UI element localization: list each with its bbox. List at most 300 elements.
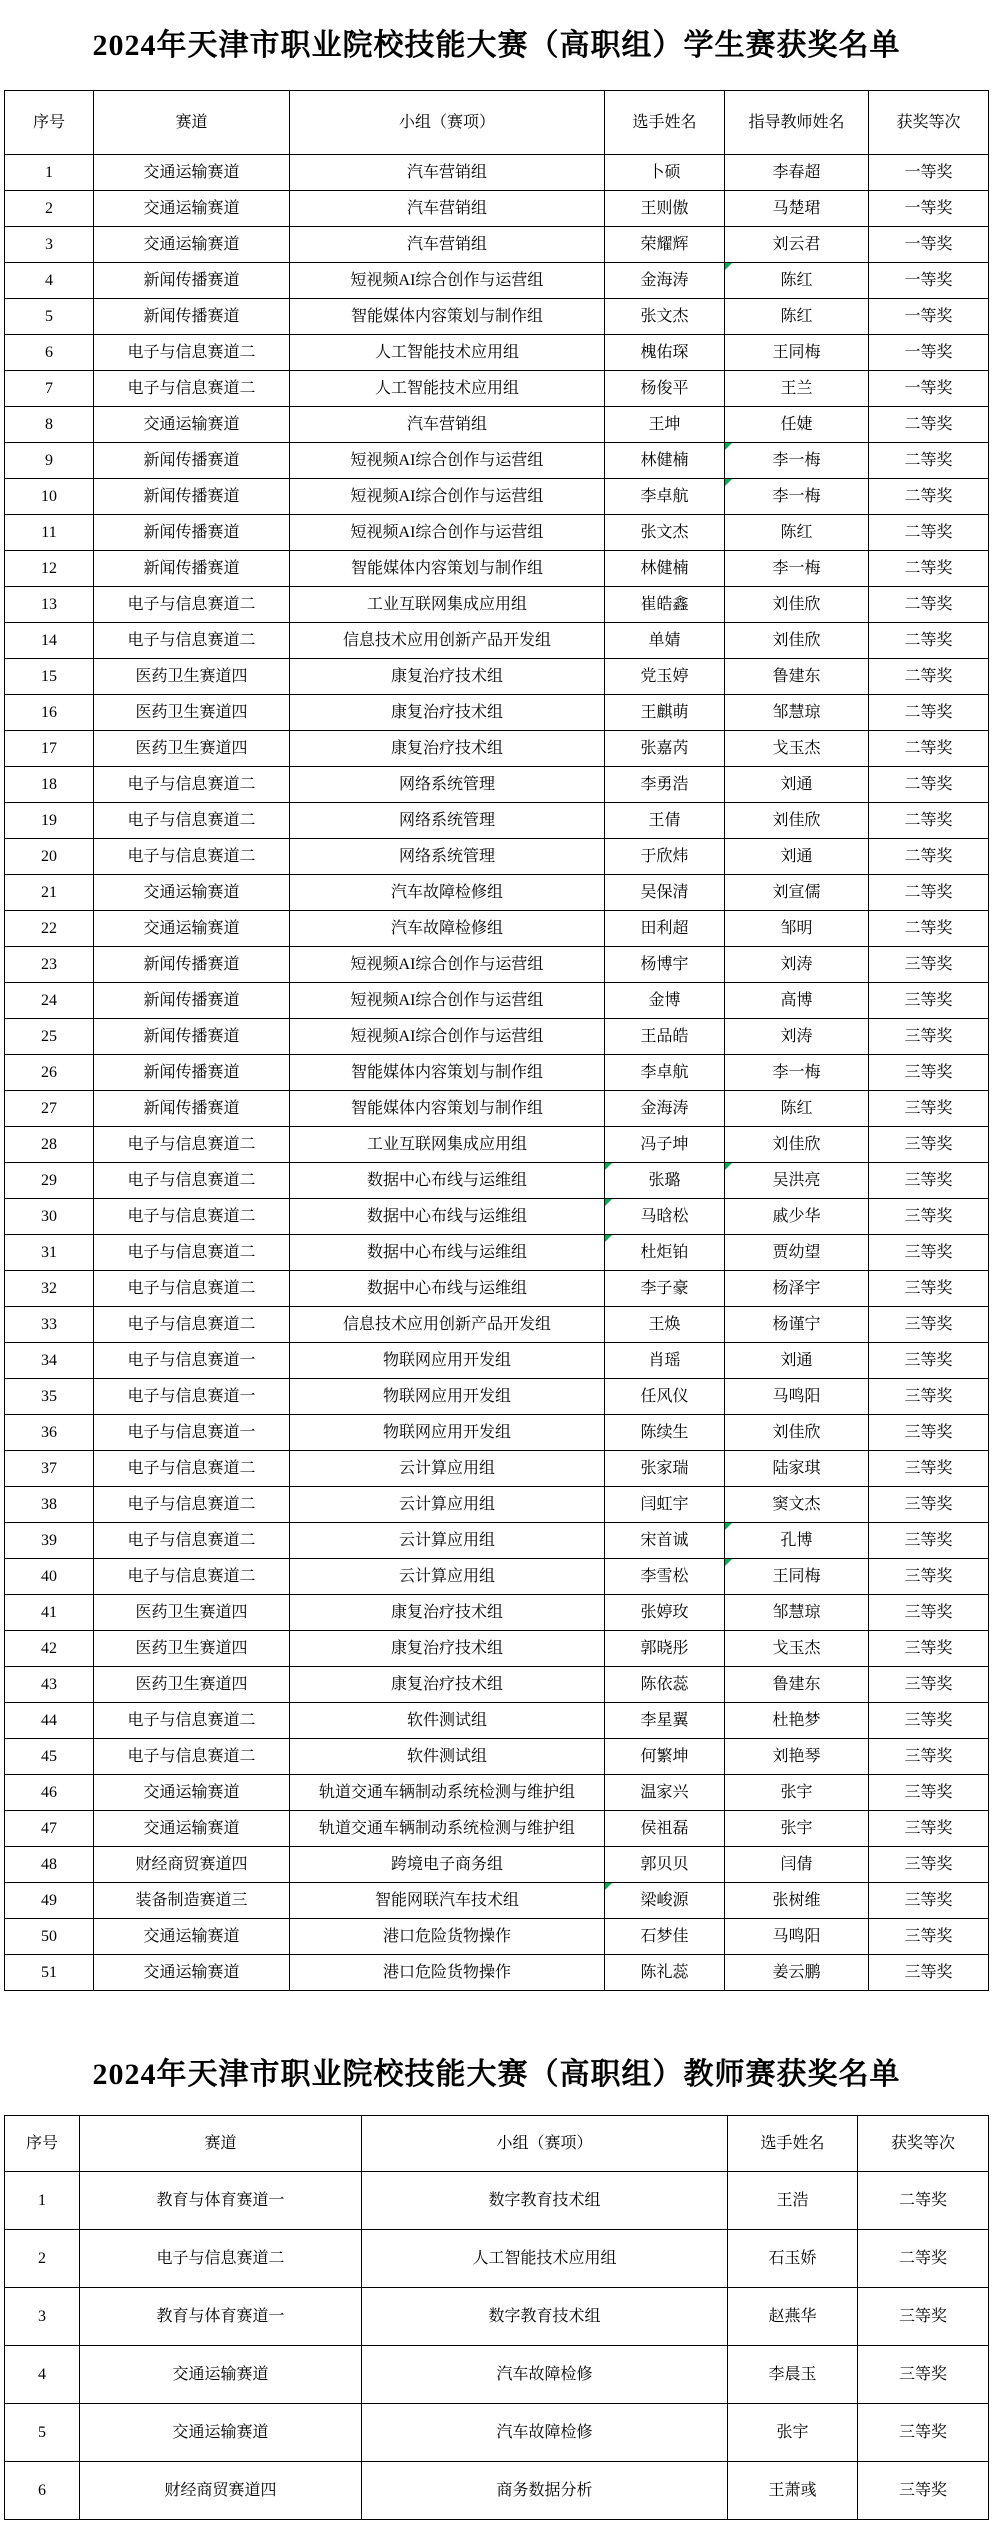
- table-cell: 张文杰: [605, 299, 725, 335]
- table-cell: 李一梅: [725, 551, 869, 587]
- table-cell: 港口危险货物操作: [290, 1955, 605, 1991]
- student-awards-table: [4, 90, 989, 1991]
- table-cell: 新闻传播赛道: [94, 263, 290, 299]
- table-cell: 二等奖: [869, 875, 989, 911]
- table-cell: 5: [5, 2404, 80, 2462]
- table-cell: 49: [5, 1883, 94, 1919]
- table-cell: 22: [5, 911, 94, 947]
- header-cell: 小组（赛项）: [362, 2116, 728, 2172]
- table-row: [5, 263, 989, 299]
- table-cell: 杨谨宁: [725, 1307, 869, 1343]
- table-cell: 医药卫生赛道四: [94, 1631, 290, 1667]
- table-cell: 20: [5, 839, 94, 875]
- table-cell: 交通运输赛道: [80, 2404, 362, 2462]
- table-cell: 二等奖: [858, 2230, 989, 2288]
- table-cell: 18: [5, 767, 94, 803]
- table-cell: 三等奖: [869, 983, 989, 1019]
- table-cell: 荣耀辉: [605, 227, 725, 263]
- table-row: [5, 1919, 989, 1955]
- table-cell: 李晨玉: [728, 2346, 858, 2404]
- table-cell: 电子与信息赛道二: [94, 1235, 290, 1271]
- table-row: [5, 1955, 989, 1991]
- table-cell: 二等奖: [869, 551, 989, 587]
- table-row: [5, 191, 989, 227]
- table-cell: 电子与信息赛道二: [80, 2230, 362, 2288]
- table-cell: 王同梅: [725, 1559, 869, 1595]
- table-cell: 财经商贸赛道四: [80, 2462, 362, 2520]
- table-cell: 鲁建东: [725, 1667, 869, 1703]
- table-cell: 侯祖磊: [605, 1811, 725, 1847]
- table-cell: 三等奖: [869, 1307, 989, 1343]
- table-row: [5, 803, 989, 839]
- table-row: [5, 1091, 989, 1127]
- table-cell: 张宇: [725, 1811, 869, 1847]
- table-cell: 康复治疗技术组: [290, 659, 605, 695]
- table-cell: 石玉娇: [728, 2230, 858, 2288]
- table-row: [5, 515, 989, 551]
- table-row: [5, 1415, 989, 1451]
- table-cell: 陈续生: [605, 1415, 725, 1451]
- table-cell: 新闻传播赛道: [94, 479, 290, 515]
- table-cell: 29: [5, 1163, 94, 1199]
- table-cell: 10: [5, 479, 94, 515]
- table-cell: 二等奖: [869, 479, 989, 515]
- table-cell: 网络系统管理: [290, 803, 605, 839]
- header-cell: 获奖等次: [858, 2116, 989, 2172]
- table-cell: 戈玉杰: [725, 731, 869, 767]
- table-cell: 林健楠: [605, 551, 725, 587]
- table-cell: 杨俊平: [605, 371, 725, 407]
- table-cell: 马鸣阳: [725, 1379, 869, 1415]
- table-cell: 邹明: [725, 911, 869, 947]
- table-cell: 三等奖: [869, 1019, 989, 1055]
- table-cell: 二等奖: [869, 587, 989, 623]
- table-cell: 电子与信息赛道二: [94, 767, 290, 803]
- table-cell: 刘通: [725, 1343, 869, 1379]
- table-cell: 44: [5, 1703, 94, 1739]
- table-cell: 王麒萌: [605, 695, 725, 731]
- table-cell: 三等奖: [869, 1775, 989, 1811]
- table-cell: 51: [5, 1955, 94, 1991]
- table-cell: 李一梅: [725, 443, 869, 479]
- table-cell: 电子与信息赛道二: [94, 371, 290, 407]
- table-cell: 3: [5, 227, 94, 263]
- table-cell: 李勇浩: [605, 767, 725, 803]
- table-cell: 李星翼: [605, 1703, 725, 1739]
- table-cell: 闫倩: [725, 1847, 869, 1883]
- table-cell: 智能网联汽车技术组: [290, 1883, 605, 1919]
- table-cell: 马鸣阳: [725, 1919, 869, 1955]
- table-cell: 交通运输赛道: [80, 2346, 362, 2404]
- table-cell: 汽车营销组: [290, 227, 605, 263]
- table-row: [5, 1883, 989, 1919]
- table-cell: 三等奖: [869, 1343, 989, 1379]
- table-cell: 装备制造赛道三: [94, 1883, 290, 1919]
- table-row: [5, 1847, 989, 1883]
- table-cell: 电子与信息赛道二: [94, 1451, 290, 1487]
- table-cell: 云计算应用组: [290, 1451, 605, 1487]
- table-cell: 张嘉芮: [605, 731, 725, 767]
- table-cell: 窦文杰: [725, 1487, 869, 1523]
- table-cell: 软件测试组: [290, 1703, 605, 1739]
- table-cell: 新闻传播赛道: [94, 1091, 290, 1127]
- table-cell: 26: [5, 1055, 94, 1091]
- table-cell: 三等奖: [869, 1595, 989, 1631]
- table-cell: 康复治疗技术组: [290, 1631, 605, 1667]
- table-row: [5, 1739, 989, 1775]
- table-cell: 14: [5, 623, 94, 659]
- table-row: [5, 1055, 989, 1091]
- table-row: [5, 551, 989, 587]
- table-cell: 轨道交通车辆制动系统检测与维护组: [290, 1775, 605, 1811]
- table-cell: 闫虹宇: [605, 1487, 725, 1523]
- table-cell: 医药卫生赛道四: [94, 695, 290, 731]
- table-cell: 戈玉杰: [725, 1631, 869, 1667]
- header-cell: 选手姓名: [728, 2116, 858, 2172]
- table-cell: 李卓航: [605, 1055, 725, 1091]
- table-cell: 交通运输赛道: [94, 1811, 290, 1847]
- table-cell: 金海涛: [605, 263, 725, 299]
- table-row: [5, 947, 989, 983]
- table-cell: 工业互联网集成应用组: [290, 587, 605, 623]
- table-cell: 刘佳欣: [725, 1127, 869, 1163]
- table-cell: 三等奖: [869, 1811, 989, 1847]
- table-cell: 三等奖: [869, 1163, 989, 1199]
- table-cell: 19: [5, 803, 94, 839]
- table-cell: 王品皓: [605, 1019, 725, 1055]
- table-cell: 三等奖: [869, 1487, 989, 1523]
- table-row: [5, 1307, 989, 1343]
- table-cell: 一等奖: [869, 263, 989, 299]
- table-cell: 李卓航: [605, 479, 725, 515]
- table-cell: 新闻传播赛道: [94, 1019, 290, 1055]
- table-cell: 张家瑞: [605, 1451, 725, 1487]
- table-cell: 2: [5, 191, 94, 227]
- table-cell: 2: [5, 2230, 80, 2288]
- table-cell: 三等奖: [869, 1235, 989, 1271]
- table-cell: 电子与信息赛道二: [94, 587, 290, 623]
- table-cell: 三等奖: [858, 2462, 989, 2520]
- table-cell: 刘佳欣: [725, 623, 869, 659]
- table-cell: 数据中心布线与运维组: [290, 1235, 605, 1271]
- table-row: [5, 2404, 989, 2462]
- table-cell: 47: [5, 1811, 94, 1847]
- teacher-awards-title: 2024年天津市职业院校技能大赛（高职组）教师赛获奖名单: [92, 2058, 901, 2091]
- table-cell: 三等奖: [869, 1451, 989, 1487]
- table-cell: 汽车营销组: [290, 407, 605, 443]
- table-cell: 交通运输赛道: [94, 911, 290, 947]
- table-cell: 张婷玫: [605, 1595, 725, 1631]
- table-cell: 三等奖: [869, 1199, 989, 1235]
- table-cell: 财经商贸赛道四: [94, 1847, 290, 1883]
- header-cell: 小组（赛项）: [290, 91, 605, 155]
- table-cell: 三等奖: [869, 1847, 989, 1883]
- table-cell: 王焕: [605, 1307, 725, 1343]
- table-cell: 汽车故障检修: [362, 2346, 728, 2404]
- table-cell: 党玉婷: [605, 659, 725, 695]
- table-cell: 11: [5, 515, 94, 551]
- table-cell: 三等奖: [869, 1955, 989, 1991]
- table-cell: 肖瑶: [605, 1343, 725, 1379]
- table-cell: 三等奖: [869, 947, 989, 983]
- header-row: [5, 91, 989, 155]
- table-cell: 人工智能技术应用组: [290, 371, 605, 407]
- table-cell: 电子与信息赛道一: [94, 1415, 290, 1451]
- table-cell: 二等奖: [869, 839, 989, 875]
- table-cell: 陈礼蕊: [605, 1955, 725, 1991]
- table-cell: 三等奖: [869, 1631, 989, 1667]
- table-cell: 41: [5, 1595, 94, 1631]
- table-cell: 24: [5, 983, 94, 1019]
- table-cell: 37: [5, 1451, 94, 1487]
- table-cell: 4: [5, 263, 94, 299]
- table-cell: 21: [5, 875, 94, 911]
- header-cell: 赛道: [80, 2116, 362, 2172]
- table-cell: 汽车营销组: [290, 155, 605, 191]
- table-cell: 4: [5, 2346, 80, 2404]
- table-cell: 物联网应用开发组: [290, 1415, 605, 1451]
- table-cell: 杜炬铂: [605, 1235, 725, 1271]
- table-cell: 三等奖: [869, 1055, 989, 1091]
- table-cell: 金海涛: [605, 1091, 725, 1127]
- table-cell: 电子与信息赛道二: [94, 839, 290, 875]
- table-cell: 云计算应用组: [290, 1487, 605, 1523]
- table-cell: 三等奖: [869, 1919, 989, 1955]
- table-row: [5, 155, 989, 191]
- table-cell: 新闻传播赛道: [94, 983, 290, 1019]
- table-cell: 人工智能技术应用组: [362, 2230, 728, 2288]
- table-cell: 一等奖: [869, 335, 989, 371]
- table-cell: 三等奖: [869, 1883, 989, 1919]
- table-cell: 医药卫生赛道四: [94, 1595, 290, 1631]
- table-cell: 电子与信息赛道二: [94, 1163, 290, 1199]
- table-cell: 郭贝贝: [605, 1847, 725, 1883]
- table-cell: 电子与信息赛道二: [94, 623, 290, 659]
- table-cell: 杨泽宇: [725, 1271, 869, 1307]
- table-cell: 王坤: [605, 407, 725, 443]
- table-cell: 新闻传播赛道: [94, 551, 290, 587]
- table-cell: 刘云君: [725, 227, 869, 263]
- table-cell: 人工智能技术应用组: [290, 335, 605, 371]
- table-cell: 软件测试组: [290, 1739, 605, 1775]
- table-cell: 3: [5, 2288, 80, 2346]
- table-cell: 二等奖: [869, 515, 989, 551]
- table-cell: 张文杰: [605, 515, 725, 551]
- table-row: [5, 839, 989, 875]
- table-cell: 三等奖: [869, 1703, 989, 1739]
- table-cell: 38: [5, 1487, 94, 1523]
- table-cell: 汽车故障检修组: [290, 875, 605, 911]
- table-cell: 金博: [605, 983, 725, 1019]
- table-cell: 16: [5, 695, 94, 731]
- table-cell: 林健楠: [605, 443, 725, 479]
- table-cell: 27: [5, 1091, 94, 1127]
- table-cell: 刘通: [725, 767, 869, 803]
- table-cell: 云计算应用组: [290, 1523, 605, 1559]
- table-cell: 39: [5, 1523, 94, 1559]
- table-cell: 电子与信息赛道二: [94, 1307, 290, 1343]
- table-cell: 邹慧琼: [725, 695, 869, 731]
- table-cell: 马楚珺: [725, 191, 869, 227]
- table-cell: 交通运输赛道: [94, 1775, 290, 1811]
- table-cell: 陈红: [725, 263, 869, 299]
- table-cell: 9: [5, 443, 94, 479]
- table-cell: 电子与信息赛道二: [94, 1199, 290, 1235]
- table-row: [5, 299, 989, 335]
- table-cell: 王同梅: [725, 335, 869, 371]
- table-cell: 交通运输赛道: [94, 1955, 290, 1991]
- table-cell: 三等奖: [869, 1523, 989, 1559]
- header-cell: 指导教师姓名: [725, 91, 869, 155]
- table-row: [5, 1271, 989, 1307]
- table-cell: 短视频AI综合创作与运营组: [290, 983, 605, 1019]
- table-cell: 5: [5, 299, 94, 335]
- table-cell: 三等奖: [869, 1667, 989, 1703]
- table-cell: 1: [5, 155, 94, 191]
- table-cell: 一等奖: [869, 191, 989, 227]
- table-cell: 任风仪: [605, 1379, 725, 1415]
- table-cell: 30: [5, 1199, 94, 1235]
- table-row: [5, 1343, 989, 1379]
- table-cell: 交通运输赛道: [94, 227, 290, 263]
- header-cell: 序号: [5, 91, 94, 155]
- table-cell: 智能媒体内容策划与制作组: [290, 299, 605, 335]
- table-cell: 冯子坤: [605, 1127, 725, 1163]
- table-cell: 电子与信息赛道二: [94, 1487, 290, 1523]
- table-row: [5, 1523, 989, 1559]
- table-cell: 杨博宇: [605, 947, 725, 983]
- table-cell: 王则傲: [605, 191, 725, 227]
- table-cell: 汽车故障检修组: [290, 911, 605, 947]
- table-cell: 刘佳欣: [725, 1415, 869, 1451]
- table-cell: 医药卫生赛道四: [94, 659, 290, 695]
- table-cell: 二等奖: [869, 803, 989, 839]
- table-cell: 新闻传播赛道: [94, 1055, 290, 1091]
- table-cell: 28: [5, 1127, 94, 1163]
- table-cell: 崔皓鑫: [605, 587, 725, 623]
- table-row: [5, 983, 989, 1019]
- header-cell: 选手姓名: [605, 91, 725, 155]
- table-cell: 轨道交通车辆制动系统检测与维护组: [290, 1811, 605, 1847]
- table-cell: 云计算应用组: [290, 1559, 605, 1595]
- table-row: [5, 623, 989, 659]
- table-cell: 三等奖: [869, 1559, 989, 1595]
- table-row: [5, 695, 989, 731]
- table-cell: 鲁建东: [725, 659, 869, 695]
- table-cell: 李春超: [725, 155, 869, 191]
- table-row: [5, 1019, 989, 1055]
- table-cell: 一等奖: [869, 227, 989, 263]
- table-cell: 33: [5, 1307, 94, 1343]
- table-cell: 交通运输赛道: [94, 1919, 290, 1955]
- table-row: [5, 1487, 989, 1523]
- table-cell: 二等奖: [869, 623, 989, 659]
- table-cell: 1: [5, 2172, 80, 2230]
- table-cell: 电子与信息赛道二: [94, 335, 290, 371]
- table-cell: 信息技术应用创新产品开发组: [290, 1307, 605, 1343]
- table-cell: 信息技术应用创新产品开发组: [290, 623, 605, 659]
- table-cell: 15: [5, 659, 94, 695]
- table-cell: 张璐: [605, 1163, 725, 1199]
- table-row: [5, 2230, 989, 2288]
- table-cell: 智能媒体内容策划与制作组: [290, 551, 605, 587]
- table-cell: 邹慧琼: [725, 1595, 869, 1631]
- table-cell: 刘艳琴: [725, 1739, 869, 1775]
- table-cell: 新闻传播赛道: [94, 299, 290, 335]
- table-cell: 电子与信息赛道一: [94, 1379, 290, 1415]
- table-cell: 42: [5, 1631, 94, 1667]
- table-cell: 31: [5, 1235, 94, 1271]
- table-cell: 36: [5, 1415, 94, 1451]
- table-cell: 教育与体育赛道一: [80, 2172, 362, 2230]
- table-cell: 杜艳梦: [725, 1703, 869, 1739]
- table-cell: 一等奖: [869, 155, 989, 191]
- table-cell: 陈红: [725, 515, 869, 551]
- student-awards-title: 2024年天津市职业院校技能大赛（高职组）学生赛获奖名单: [92, 29, 901, 62]
- table-cell: 吴保清: [605, 875, 725, 911]
- table-row: [5, 1451, 989, 1487]
- table-cell: 陈红: [725, 1091, 869, 1127]
- table-cell: 物联网应用开发组: [290, 1343, 605, 1379]
- table-row: [5, 1559, 989, 1595]
- table-cell: 新闻传播赛道: [94, 515, 290, 551]
- table-row: [5, 371, 989, 407]
- table-cell: 交通运输赛道: [94, 875, 290, 911]
- table-cell: 陈红: [725, 299, 869, 335]
- table-row: [5, 767, 989, 803]
- table-cell: 45: [5, 1739, 94, 1775]
- table-cell: 35: [5, 1379, 94, 1415]
- table-cell: 48: [5, 1847, 94, 1883]
- table-cell: 交通运输赛道: [94, 407, 290, 443]
- table-cell: 二等奖: [869, 407, 989, 443]
- table-cell: 港口危险货物操作: [290, 1919, 605, 1955]
- table-row: [5, 443, 989, 479]
- table-cell: 康复治疗技术组: [290, 1667, 605, 1703]
- table-cell: 32: [5, 1271, 94, 1307]
- table-cell: 13: [5, 587, 94, 623]
- table-cell: 电子与信息赛道二: [94, 1271, 290, 1307]
- table-cell: 姜云鹏: [725, 1955, 869, 1991]
- table-cell: 张树维: [725, 1883, 869, 1919]
- table-cell: 任婕: [725, 407, 869, 443]
- table-cell: 商务数据分析: [362, 2462, 728, 2520]
- table-cell: 交通运输赛道: [94, 191, 290, 227]
- table-cell: 张宇: [728, 2404, 858, 2462]
- table-cell: 工业互联网集成应用组: [290, 1127, 605, 1163]
- table-cell: 王浩: [728, 2172, 858, 2230]
- table-cell: 电子与信息赛道一: [94, 1343, 290, 1379]
- table-row: [5, 479, 989, 515]
- table-cell: 李一梅: [725, 479, 869, 515]
- table-cell: 交通运输赛道: [94, 155, 290, 191]
- table-cell: 三等奖: [869, 1415, 989, 1451]
- table-row: [5, 407, 989, 443]
- table-cell: 王倩: [605, 803, 725, 839]
- table-cell: 短视频AI综合创作与运营组: [290, 1019, 605, 1055]
- table-cell: 何繁坤: [605, 1739, 725, 1775]
- table-cell: 刘涛: [725, 947, 869, 983]
- table-row: [5, 2288, 989, 2346]
- table-cell: 于欣炜: [605, 839, 725, 875]
- table-cell: 宋首诚: [605, 1523, 725, 1559]
- table-row: [5, 1811, 989, 1847]
- table-cell: 刘佳欣: [725, 803, 869, 839]
- table-cell: 李雪松: [605, 1559, 725, 1595]
- table-cell: 46: [5, 1775, 94, 1811]
- table-row: [5, 587, 989, 623]
- table-cell: 刘佳欣: [725, 587, 869, 623]
